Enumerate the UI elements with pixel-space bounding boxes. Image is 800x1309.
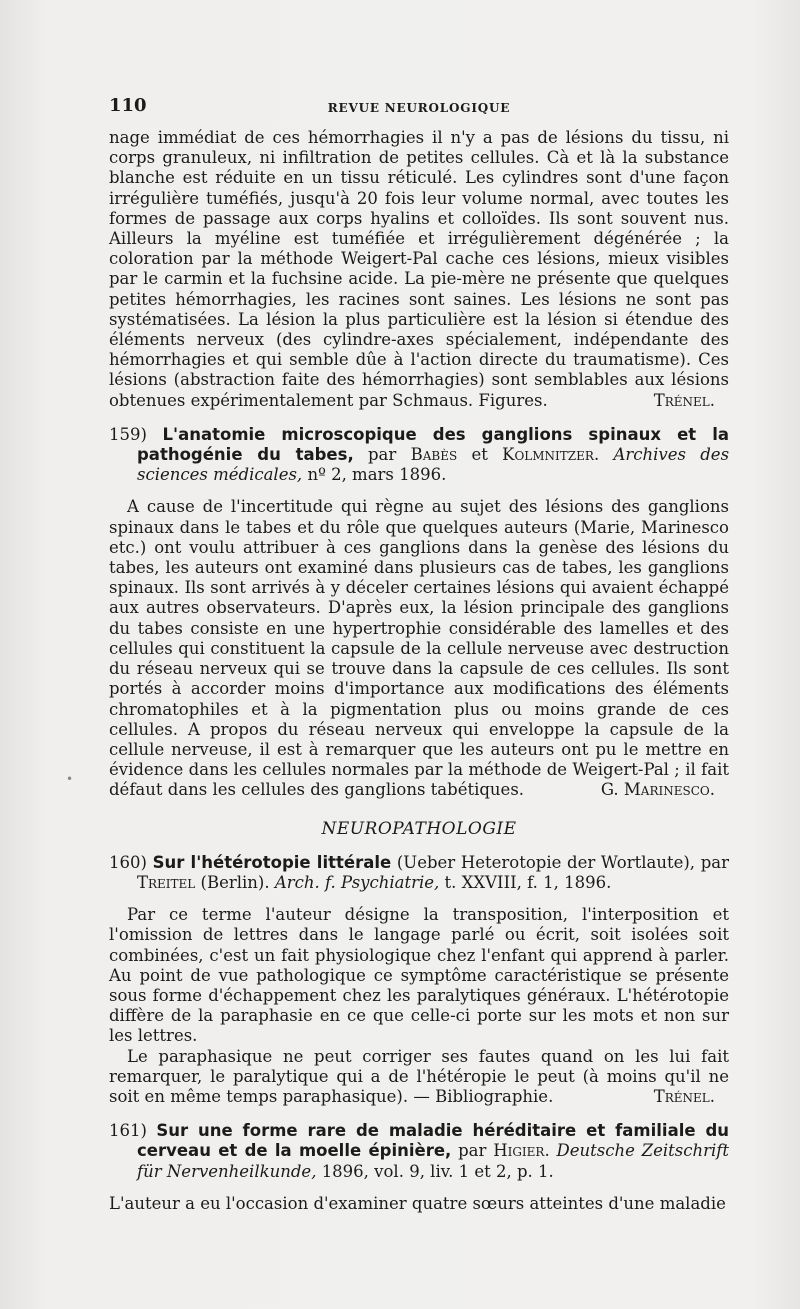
entry-159-signature-name: Marinesco. <box>623 780 715 800</box>
entry-161-number: 161) <box>109 1121 147 1141</box>
entry-161 <box>109 1121 729 1214</box>
entry-159 <box>109 425 729 801</box>
entry-160-signature: Trénel. <box>653 1086 715 1106</box>
entry-159-source: Archives des sciences médicales, <box>137 445 730 485</box>
entry-161-source-details: 1896, vol. 9, liv. 1 et 2, p. 1. <box>321 1161 554 1181</box>
running-head: REVUE NEUROLOGIQUE <box>327 101 511 115</box>
entry-160-paragraph-2: Le paraphasique ne peut corriger ses fautes quand on les lui fait remarquer, le paralytique qui a de l'hétéropie le peut (à moins qu'il ne soit en même temps paraphasique). — Bibliographie. <box>109 1046 729 1106</box>
entry-161-par: par <box>458 1141 487 1161</box>
entry-160-author: Treitel <box>137 872 196 892</box>
intro-paragraph: nage immédiat de ces hémorrhagies il n'y a pas de lésions du tissu, ni corps granuleux, ni infiltration de petites cellules. Cà et là la substance blanche est réduite en un tissu réticulé. Les cylindres sont d'une façon irrégulière tuméfiés, jusqu'à 20 fois leur volume normal, avec toutes les formes de passage aux corps hyalins et colloïdes. Ils sont souvent nus. Ailleurs la myéline est tuméfiée et irrégulièrement dégénérée ; la coloration par la méthode Weigert-Pal cache ces lésions, mieux visibles par le carmin et la fuchsine acide. La pie-mère ne présente que quelques petites hémorrhagies, les racines sont saines. Les lésions ne sont pas systématisées. La lésion la plus particulière est la lésion si étendue des éléments nerveux (des cylindre-axes spécialement, indépendante des hémorrhagies et qui semble dûe à l'action directe du traumatisme). Ces lésions (abstraction faite des hémorrhagies) sont semblables aux lésions obtenues expérimentalement par Schmaus. Figures. <box>109 128 729 410</box>
entry-161-body: L'auteur a eu l'occasion d'examiner quatre sœurs atteintes d'une maladie <box>109 1193 726 1213</box>
entry-159-source-details: nº 2, mars 1896. <box>307 465 447 485</box>
entry-160-heading <box>109 853 729 893</box>
entry-159-body-text: A cause de l'incertitude qui règne au sujet des lésions des ganglions spinaux dans le tabes et du rôle que quelques auteurs (Marie, Marinesco etc.) ont voulu attribuer à ces ganglions dans la genèse des lésions du tabes, les auteurs ont examiné dans plusieurs cas de tabes, les ganglions spinaux. Ils sont arrivés à y déceler certaines lésions qui avaient échappé aux autres observateurs. D'après eux, la lésion principale des ganglions du tabes consiste en une hypertrophie considérable des lamelles et des cellules qui constituent la capsule de la cellule nerveuse avec destruction du réseau nerveux qui se trouve dans la capsule de ces cellules. Ils sont portés à accorder moins d'importance aux modifications des éléments chromatophiles et à la pigmentation plus ou moins grande de ces cellules. A propos du réseau nerveux qui enveloppe la capsule de la cellule nerveuse, il est à remarquer que les auteurs ont pu le mettre en évidence dans les cellules normales par la méthode de Weigert-Pal ; il fait défaut dans les cellules des ganglions tabétiques. <box>109 497 729 800</box>
entry-160-paragraph-1: Par ce terme l'auteur désigne la transposition, l'interposition et l'omission de lettres dans le langage parlé ou écrit, soit isolées soit combinées, c'est un fait physiologique chez l'enfant qui apprend à parler. Au point de vue pathologique ce symptôme caractéristique se présente sous forme d'échappement chez les paralytiques généraux. L'hétérotopie diffère de la paraphasie en ce que celle-ci porte sur les mots et non sur les lettres. <box>109 905 729 1046</box>
entry-161-source: Deutsche Zeitschrift für Nervenheilkunde, <box>137 1141 729 1181</box>
entry-159-heading <box>109 425 729 486</box>
page-header <box>109 96 729 116</box>
entry-159-signature <box>583 780 729 800</box>
entry-160-number: 160) <box>109 852 147 872</box>
entry-159-body <box>109 497 729 800</box>
entry-159-signature-initial: G. <box>600 780 619 800</box>
entry-160-source-details: t. XXVIII, f. 1, 1896. <box>444 872 612 892</box>
entry-159-et: et <box>471 445 488 465</box>
entry-160-source: Arch. f. Psychiatrie, <box>274 872 440 892</box>
entry-159-author-1: Babès <box>410 445 458 465</box>
entry-161-title: Sur une forme rare de maladie héréditaire et familiale du cerveau et de la moelle épinière, <box>137 1121 729 1161</box>
intro-signature: Trénel. <box>653 390 715 410</box>
entry-159-title: L'anatomie microscopique des ganglions spinaux et la pathogénie du tabes, <box>137 424 730 465</box>
entry-160-place: (Berlin). <box>200 872 270 892</box>
entry-159-author-2: Kolmnitzer. <box>502 445 600 465</box>
page-content <box>109 96 729 1214</box>
intro-block <box>109 128 729 411</box>
entry-161-author: Higier. <box>493 1141 550 1161</box>
entry-160-title: Sur l'hétérotopie littérale <box>152 852 392 872</box>
section-title: NEUROPATHOLOGIE <box>321 818 517 839</box>
entry-160-subtitle: (Ueber Heterotopie der Wortlaute), par <box>396 852 729 872</box>
entry-161-heading <box>109 1121 729 1182</box>
entry-159-number: 159) <box>109 424 147 444</box>
entry-160 <box>109 853 729 1107</box>
entry-159-par: par <box>368 445 397 465</box>
margin-dot: • <box>66 772 74 786</box>
page-number: 110 <box>109 95 147 116</box>
